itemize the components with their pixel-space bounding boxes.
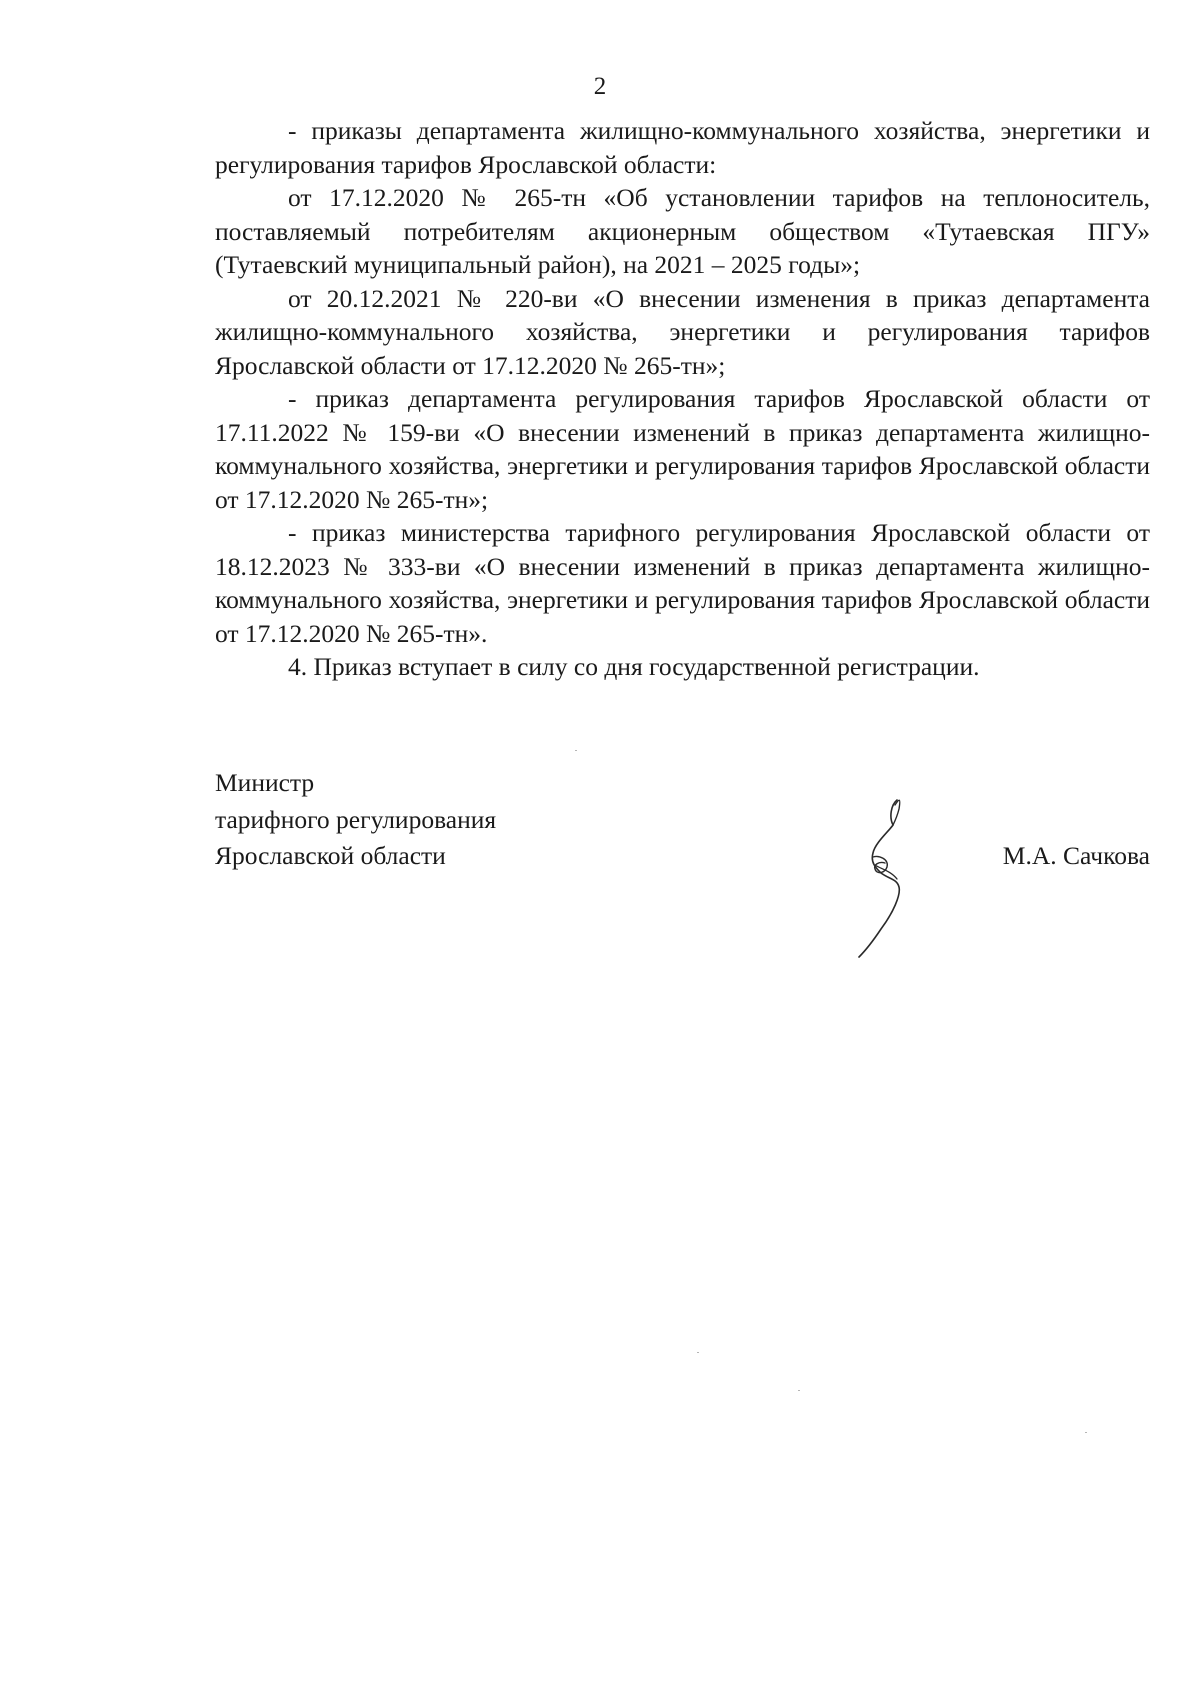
signatory-position-line: тарифного регулирования [215, 804, 497, 834]
scan-speck [575, 750, 577, 751]
paragraph-order-159-vi: - приказ департамента регулирования тарифов Ярославской области от 17.11.2022 № 159-ви «О внесении изменений в приказ департамента жилищно-коммунального хозяйства, энергетики и регулирования тарифов Ярославской области от 17.12.2020 № 265-тн»; [215, 384, 1150, 514]
scan-speck [798, 1390, 800, 1391]
signatory-name: М.А. Сачкова [1002, 841, 1150, 870]
paragraph-order-333-vi: - приказ министерства тарифного регулирования Ярославской области от 18.12.2023 № 333-ви «О внесении изменений в приказ департамента жилищно-коммунального хозяйства, энергетики и регулирования тарифов Ярославской области от 17.12.2020 № 265-тн». [215, 518, 1150, 648]
paragraph-order-265-tn: от 17.12.2020 № 265-тн «Об установлении тарифов на теплоноситель, поставляемый потребителям акционерным обществом «Тутаевская ПГУ» (Тутаевский муниципальный район), на 2021 – 2025 годы»; [215, 183, 1150, 279]
paragraph-order-220-vi: от 20.12.2021 № 220-ви «О внесении изменения в приказ департамента жилищно-коммунального хозяйства, энергетики и регулирования тарифов Ярославской области от 17.12.2020 № 265-тн»; [215, 283, 1150, 380]
signatory-position [215, 765, 496, 875]
scan-speck [1085, 1432, 1087, 1433]
paragraph-orders-housing-department: - приказы департамента жилищно-коммунального хозяйства, энергетики и регулирования тарифов Ярославской области: [215, 116, 1150, 179]
paragraph-effective-date: 4. Приказ вступает в силу со дня государственной регистрации. [288, 652, 980, 681]
page-number: 2 [593, 73, 607, 100]
scan-speck [697, 1352, 699, 1353]
signatory-position-line: Ярославской области [215, 841, 446, 870]
signatory-position-line: Министр [215, 768, 315, 797]
handwritten-signature [845, 795, 935, 960]
document-body [215, 114, 1150, 684]
